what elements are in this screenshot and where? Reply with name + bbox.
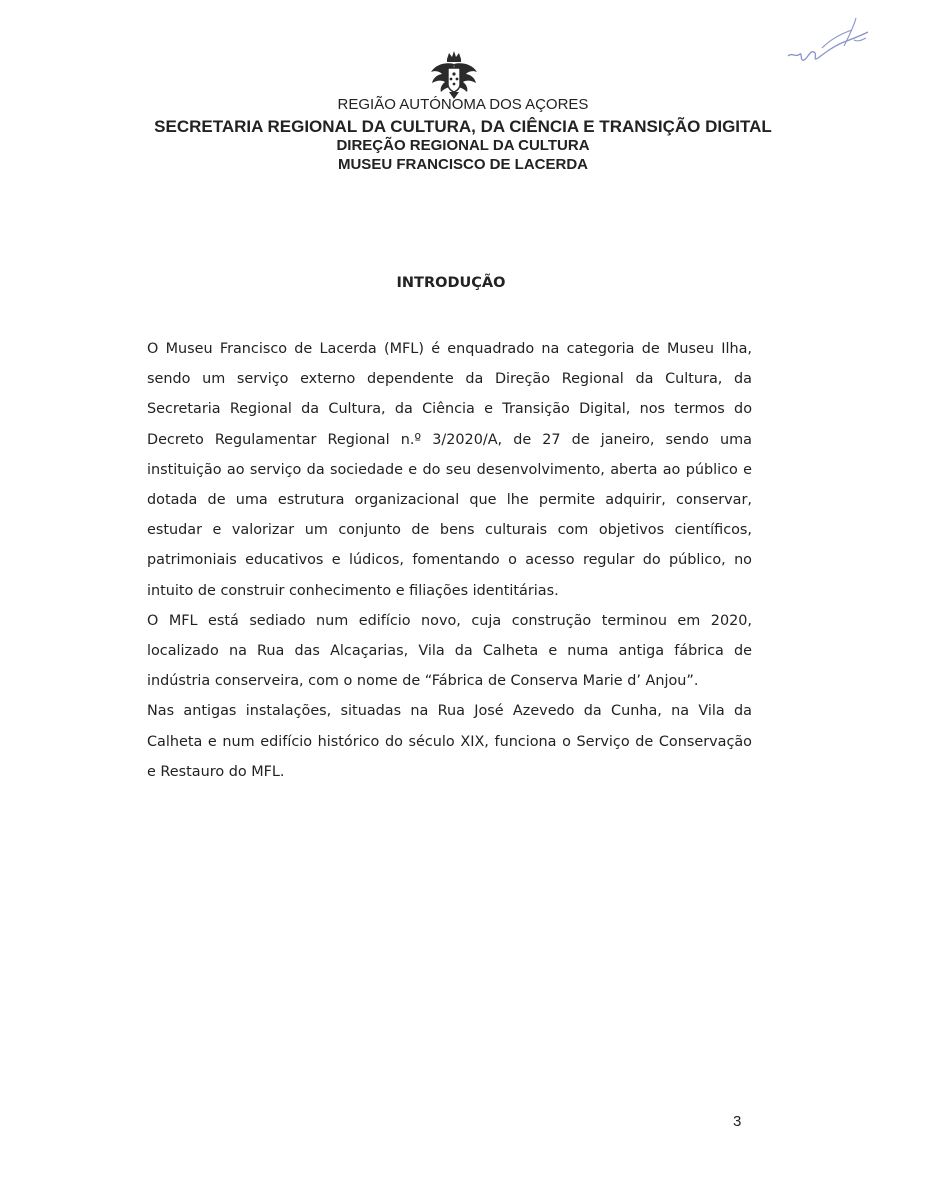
body-text [147,334,752,787]
header-direcao: DIREÇÃO REGIONAL DA CULTURA [336,137,590,154]
section-title: INTRODUÇÃO [396,275,506,291]
azores-coat-of-arms-icon [428,50,480,100]
header-secretaria: SECRETARIA REGIONAL DA CULTURA, DA CIÊNCIA E TRANSIÇÃO DIGITAL [154,117,772,136]
paragraph: Nas antigas instalações, situadas na Rua José Azevedo da Cunha, na Vila da Calheta e num edifício histórico do século XIX, funciona o Serviço de Conservação e Restauro do MFL. [147,703,752,780]
header-region: REGIÃO AUTÓNOMA DOS AÇORES [337,96,589,113]
paragraph: O Museu Francisco de Lacerda (MFL) é enquadrado na categoria de Museu Ilha, sendo um serviço externo dependente da Direção Regional da Cultura, da Secretaria Regional da Cultura, da Ciência e Transição Digital, nos termos do Decreto Regulamentar Regional n.º 3/2020/A, de 27 de janeiro, sendo uma instituição ao serviço da sociedade e do seu desenvolvimento, aberta ao público e dotada de uma estrutura organizacional que lhe permite adquirir, conservar, estudar e valorizar um conjunto de bens culturais com objetivos científicos, patrimoniais educativos e lúdicos, fomentando o acesso regular do público, no intuito de construir conhecimento e filiações identitárias. [147,341,752,599]
header-museu: MUSEU FRANCISCO DE LACERDA [337,156,588,173]
page-number: 3 [733,1113,742,1130]
paragraph: O MFL está sediado num edifício novo, cuja construção terminou em 2020, localizado na Rua das Alcaçarias, Vila da Calheta e numa antiga fábrica de indústria conserveira, com o nome de “Fábrica de Conserva Marie d’ Anjou”. [147,612,752,690]
handwritten-signature [782,12,872,70]
